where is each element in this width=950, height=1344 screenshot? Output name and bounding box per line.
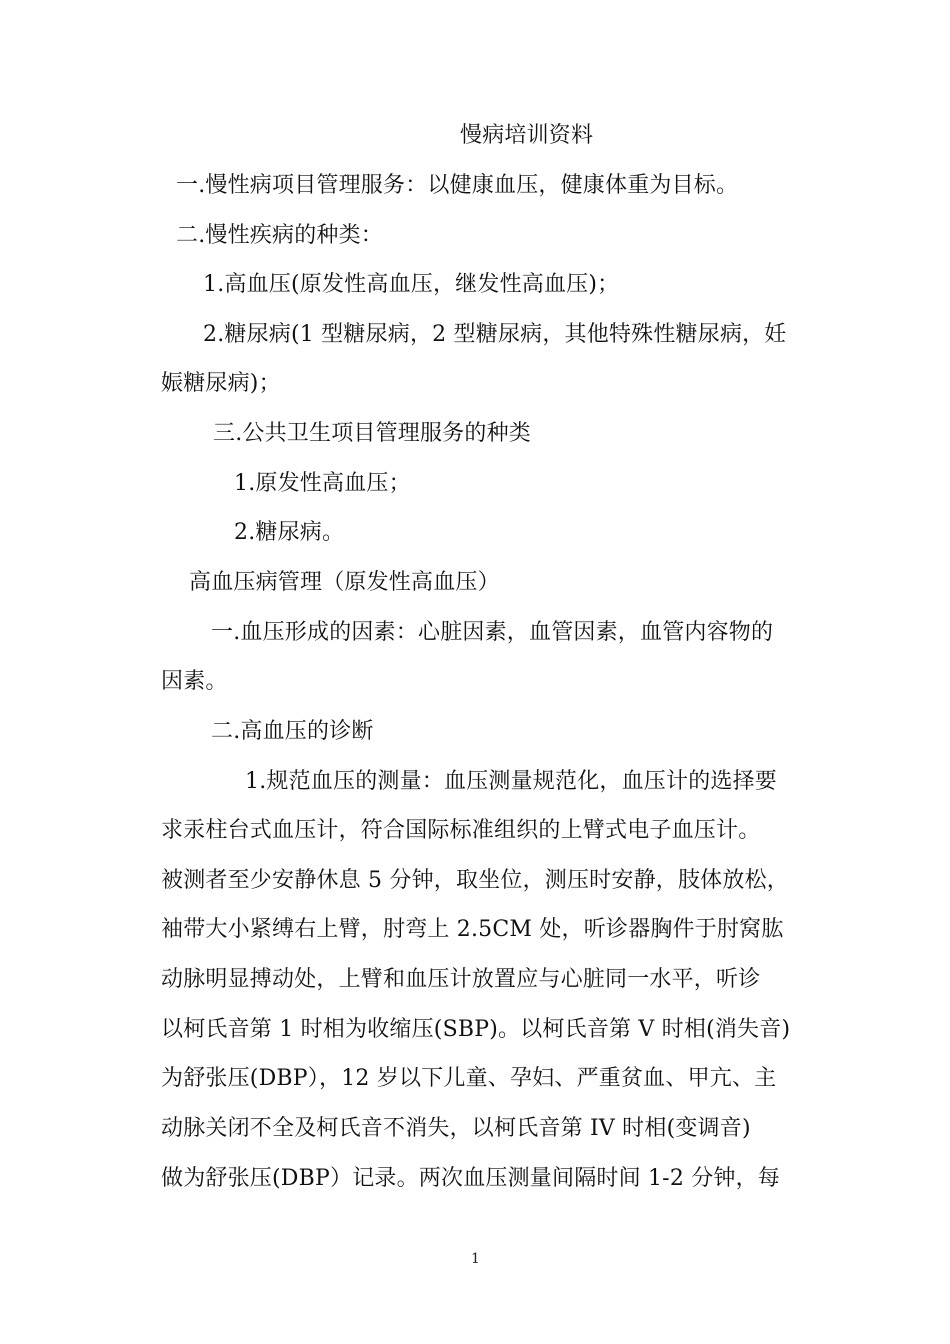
paragraph-line: 一.慢性病项目管理服务：以健康血压，健康体重为目标。 [176, 173, 739, 198]
paragraph-line: 动脉明显搏动处，上臂和血压计放置应与心脏同一水平，听诊 [161, 967, 761, 992]
paragraph-line: 三.公共卫生项目管理服务的种类 [213, 421, 531, 446]
paragraph-line: 被测者至少安静休息 5 分钟，取坐位，测压时安静，肢体放松， [161, 868, 789, 893]
paragraph-line: 袖带大小紧缚右上臂，肘弯上 2.5CM 处，听诊器胸件于肘窝肱 [161, 917, 784, 942]
paragraph-line: 以柯氏音第 1 时相为收缩压(SBP)。以柯氏音第 V 时相(消失音) [161, 1017, 791, 1042]
paragraph-line: 因素。 [161, 669, 228, 694]
paragraph-line: 求汞柱台式血压计，符合国际标准组织的上臂式电子血压计。 [161, 818, 761, 843]
page-title: 慢病培训资料 [460, 123, 594, 148]
paragraph-line: 二.高血压的诊断 [211, 719, 374, 744]
paragraph-line: 2.糖尿病。 [234, 520, 345, 545]
paragraph-line: 高血压病管理（原发性高血压） [189, 570, 500, 595]
paragraph-line: 娠糖尿病)； [161, 371, 281, 396]
paragraph-line: 一.血压形成的因素：心脏因素，血管因素，血管内容物的 [211, 620, 774, 645]
paragraph-line: 1.高血压(原发性高血压，继发性高血压)； [203, 272, 620, 297]
page-number: 1 [471, 1251, 480, 1267]
paragraph-line: 动脉关闭不全及柯氏音不消失，以柯氏音第 IV 时相(变调音) [161, 1116, 751, 1141]
paragraph-line: 1.规范血压的测量：血压测量规范化，血压计的选择要 [245, 769, 777, 794]
paragraph-line: 1.原发性高血压； [234, 471, 411, 496]
paragraph-line: 二.慢性疾病的种类： [176, 223, 383, 248]
paragraph-line: 做为舒张压(DBP）记录。两次血压测量间隔时间 1-2 分钟，每 [161, 1166, 781, 1191]
paragraph-line: 为舒张压(DBP），12 岁以下儿童、孕妇、严重贫血、甲亢、主 [161, 1066, 777, 1091]
paragraph-line: 2.糖尿病(1 型糖尿病，2 型糖尿病，其他特殊性糖尿病，妊 [203, 322, 787, 347]
